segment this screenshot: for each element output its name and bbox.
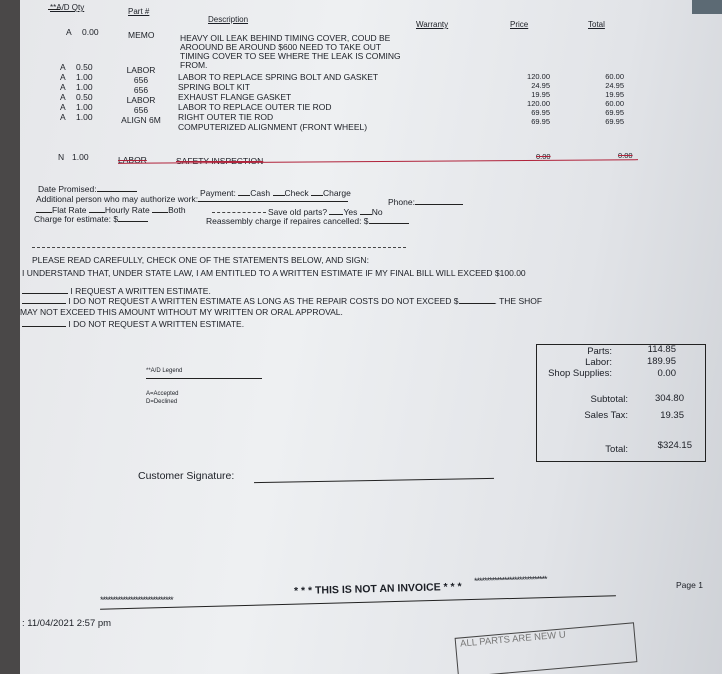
memo-line: FROM. bbox=[180, 60, 208, 70]
phone-row bbox=[388, 197, 463, 207]
both-dashes bbox=[212, 212, 266, 213]
flat-rate-blank[interactable] bbox=[36, 205, 52, 213]
statements-intro: PLEASE READ CAREFULLY, CHECK ONE OF THE STATEMENTS BELOW, AND SIGN: bbox=[32, 255, 369, 265]
additional-person-blank[interactable] bbox=[198, 194, 348, 202]
items-price-column bbox=[506, 72, 550, 126]
legend-rule bbox=[146, 378, 262, 379]
phone-blank[interactable] bbox=[415, 197, 463, 205]
item-ad: A bbox=[60, 82, 66, 92]
all-parts-text: ALL PARTS ARE NEW U bbox=[459, 629, 567, 650]
totals-values-mid bbox=[628, 390, 684, 424]
subtotal-value: 304.80 bbox=[654, 393, 684, 404]
header-description: Description bbox=[208, 15, 249, 24]
memo-description bbox=[180, 34, 401, 70]
total-label: Total: bbox=[605, 444, 628, 455]
declined-description: SAFETY INSPECTION bbox=[176, 156, 264, 166]
item-qty: 1.00 bbox=[76, 102, 93, 112]
not-invoice-text: THIS IS NOT AN INVOICE bbox=[314, 581, 441, 597]
memo-line: TIMING COVER TO SEE WHERE THE LEAK IS COMING bbox=[180, 51, 401, 61]
item-price: 120.00 bbox=[527, 99, 550, 108]
option-2-text: I DO NOT REQUEST A WRITTEN ESTIMATE AS LONG AS THE REPAIR COSTS DO NOT EXCEED $ bbox=[68, 296, 459, 306]
parts-label: Parts: bbox=[587, 346, 612, 357]
sales-tax-label: Sales Tax: bbox=[584, 410, 628, 421]
item-part: 656 bbox=[133, 105, 149, 115]
payment-label: Payment: bbox=[200, 188, 236, 198]
item-price: 120.00 bbox=[527, 72, 550, 81]
declined-price: 0.00 bbox=[536, 152, 551, 161]
date-promised-blank[interactable] bbox=[97, 184, 137, 192]
reassembly-row bbox=[206, 216, 409, 226]
item-description: RIGHT OUTER TIE ROD bbox=[178, 112, 274, 122]
parts-value: 114.85 bbox=[647, 344, 676, 355]
statement-option-2 bbox=[22, 296, 542, 306]
item-description: LABOR TO REPLACE OUTER TIE ROD bbox=[178, 102, 332, 112]
date-promised-text: Date Promised: bbox=[38, 184, 97, 194]
declined-ad: N bbox=[58, 152, 65, 162]
item-ad: A bbox=[60, 62, 66, 72]
additional-person-row bbox=[36, 194, 348, 204]
declined-total: 0.00 bbox=[618, 151, 633, 160]
no-blank[interactable] bbox=[360, 207, 372, 215]
option-1-checkline[interactable] bbox=[22, 286, 68, 294]
option-2-text-cont: . THE SHOF bbox=[494, 296, 543, 306]
no-label: No bbox=[371, 207, 383, 217]
statement-option-1 bbox=[22, 286, 211, 296]
phone-label: Phone: bbox=[388, 197, 415, 207]
legend-declined: D=Declined bbox=[146, 399, 178, 405]
labor-value: 189.95 bbox=[646, 356, 676, 367]
option-3-checkline[interactable] bbox=[22, 319, 66, 327]
date-promised-label bbox=[38, 184, 137, 194]
item-qty: 1.00 bbox=[76, 82, 93, 92]
item-part: LABOR bbox=[126, 65, 156, 75]
item-description: LABOR TO REPLACE SPRING BOLT AND GASKET bbox=[178, 72, 379, 82]
item-part: LABOR bbox=[126, 95, 156, 105]
subtotal-label: Subtotal: bbox=[590, 394, 628, 405]
charge-estimate-label: Charge for estimate: $ bbox=[34, 214, 119, 224]
items-total-column bbox=[584, 72, 624, 126]
memo-part: MEMO bbox=[128, 30, 155, 40]
item-qty: 1.00 bbox=[76, 72, 93, 82]
item-ad: A bbox=[60, 102, 66, 112]
hourly-rate-blank[interactable] bbox=[89, 205, 105, 213]
item-description: SPRING BOLT KIT bbox=[178, 82, 250, 92]
statement-option-2-cont: MAY NOT EXCEED THIS AMOUNT WITHOUT MY WRITTEN OR ORAL APPROVAL. bbox=[20, 307, 343, 317]
header-price: Price bbox=[510, 20, 529, 29]
items-qty-column bbox=[76, 62, 93, 122]
both-blank[interactable] bbox=[152, 205, 168, 213]
item-qty: 1.00 bbox=[76, 112, 93, 122]
item-total: 19.95 bbox=[605, 90, 624, 99]
item-part: 656 bbox=[133, 85, 149, 95]
item-price: 24.95 bbox=[531, 81, 550, 90]
sales-tax-value: 19.35 bbox=[660, 410, 684, 421]
print-datetime-text: 11/04/2021 2:57 pm bbox=[27, 618, 112, 629]
declined-part: LABOR bbox=[118, 155, 147, 165]
item-total: 60.00 bbox=[605, 72, 624, 81]
legend-title: **A/D Legend bbox=[146, 368, 183, 374]
item-ad: A bbox=[60, 72, 66, 82]
item-part: 656 bbox=[133, 75, 149, 85]
shop-supplies-value: 0.00 bbox=[657, 368, 676, 379]
header-ad-qty: **A/D Qty bbox=[50, 3, 85, 12]
customer-signature-label: Customer Signature: bbox=[138, 470, 235, 482]
additional-person-label: Additional person who may authorize work: bbox=[36, 194, 199, 204]
option-2-checkline[interactable] bbox=[22, 296, 66, 304]
footer-stars-right: ***************************** bbox=[473, 574, 547, 586]
items-ad-column bbox=[60, 62, 66, 122]
print-datetime: : 11/04/2021 2:57 pm bbox=[22, 618, 112, 629]
cash-label: Cash bbox=[250, 188, 271, 198]
charge-label: Charge bbox=[322, 188, 351, 198]
memo-line: HEAVY OIL LEAK BEHIND TIMING COVER, COUD BE bbox=[180, 33, 391, 43]
background-corner bbox=[692, 0, 722, 14]
declined-qty: 1.00 bbox=[72, 152, 89, 162]
footer-stars-left: ***************************** bbox=[100, 595, 173, 605]
header-total: Total bbox=[588, 20, 605, 29]
statement-law: I UNDERSTAND THAT, UNDER STATE LAW, I AM ENTITLED TO A WRITTEN ESTIMATE IF MY FINAL BILL WILL EXCEED $100.00 bbox=[22, 268, 526, 278]
item-total: 24.95 bbox=[605, 81, 624, 90]
totals-values-top bbox=[620, 344, 676, 380]
shop-supplies-label: Shop Supplies: bbox=[548, 368, 612, 379]
check-label: Check bbox=[284, 188, 309, 198]
item-total: 60.00 bbox=[605, 99, 624, 108]
not-invoice-label: * * * THIS IS NOT AN INVOICE * * * bbox=[293, 580, 462, 598]
flat-rate-label: Flat Rate bbox=[52, 205, 87, 215]
memo-ad: A bbox=[66, 27, 72, 37]
statement-option-3 bbox=[22, 319, 244, 329]
page-number: Page 1 bbox=[676, 580, 703, 590]
item-qty: 0.50 bbox=[76, 92, 93, 102]
item-price: 69.95 bbox=[531, 117, 550, 126]
header-warranty: Warranty bbox=[416, 20, 449, 29]
option-2-amount-blank[interactable] bbox=[459, 296, 495, 304]
item-price: 19.95 bbox=[531, 90, 550, 99]
item-qty: 0.50 bbox=[76, 62, 93, 72]
item-total: 69.95 bbox=[605, 108, 624, 117]
item-ad: A bbox=[60, 92, 66, 102]
yes-blank[interactable] bbox=[329, 207, 343, 215]
reassembly-label: Reassembly charge if repaires cancelled: $ bbox=[206, 216, 369, 226]
item-total: 69.95 bbox=[605, 117, 624, 126]
separator-dashes bbox=[32, 247, 406, 248]
item-price: 69.95 bbox=[531, 108, 550, 117]
item-part: ALIGN 6M bbox=[121, 115, 161, 125]
memo-line: AROOUND BE AROUND $600 NEED TO TAKE OUT bbox=[180, 42, 382, 52]
item-description: COMPUTERIZED ALIGNMENT (FRONT WHEEL) bbox=[178, 122, 368, 132]
reassembly-blank[interactable] bbox=[369, 216, 409, 224]
items-part-column bbox=[114, 65, 168, 125]
charge-estimate-row bbox=[34, 214, 148, 224]
yes-label: Yes bbox=[343, 207, 358, 217]
hourly-rate-label: Hourly Rate bbox=[104, 205, 150, 215]
labor-label: Labor: bbox=[585, 357, 612, 368]
items-description-column bbox=[178, 72, 378, 132]
item-ad: A bbox=[60, 112, 66, 122]
item-description: EXHAUST FLANGE GASKET bbox=[178, 92, 292, 102]
option-1-text: I REQUEST A WRITTEN ESTIMATE. bbox=[70, 286, 211, 296]
memo-qty: 0.00 bbox=[82, 27, 99, 37]
both-label: Both bbox=[168, 205, 186, 215]
totals-labels-top bbox=[536, 346, 612, 379]
total-value: $324.15 bbox=[657, 440, 692, 451]
save-old-parts-label: Save old parts? bbox=[268, 207, 328, 217]
legend-accepted: A=Accepted bbox=[146, 391, 179, 397]
totals-labels-mid bbox=[536, 392, 628, 424]
charge-estimate-blank[interactable] bbox=[118, 214, 148, 222]
option-3-text: I DO NOT REQUEST A WRITTEN ESTIMATE. bbox=[68, 319, 245, 329]
header-part: Part # bbox=[128, 7, 150, 16]
